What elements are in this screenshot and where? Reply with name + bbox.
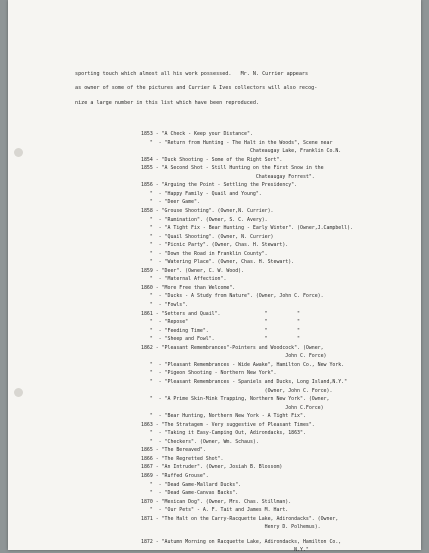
list-line: " - "Feeding Time". " " — [141, 327, 300, 334]
list-line: " - "Ducks - A Study from Nature". (Owner, John C. Force). — [141, 293, 324, 300]
list-line: " - "Picnic Party". (Owner, Chas. H. Stewart). — [141, 242, 289, 249]
list-line: " - "Watering Place". (Owner, Chas. H. Stewart). — [141, 259, 295, 266]
list-line: 1863 - "The Stratagem - Very suggestive of Pleasant Times". — [141, 421, 315, 428]
list-line: 1869 - "Ruffed Grouse". — [141, 473, 209, 479]
list-line: 1861 - "Setters and Quail". " " — [141, 310, 300, 317]
list-line: 1856 - "Arguing the Point - Settling the Presidency". — [141, 182, 298, 189]
list-line: " - "Quail Shooting". (Owner, N. Currier) — [141, 233, 274, 240]
list-line: " - "Taking it Easy-Camping Out, Adirondacks, 1863". — [141, 430, 306, 437]
list-line: Chateaugay Lake, Franklin Co.N. — [141, 148, 342, 155]
list-line: " - "A Prime Skin-Mink Trapping, Northern New York". (Owner, — [141, 396, 330, 403]
list-line: 1858 - "Grouse Shooting". (Owner,N. Currier). — [141, 207, 274, 214]
list-line: 1865 - "The Bereaved". — [141, 447, 206, 454]
list-line: 1855 - "A Second Shot - Still Hunting on the First Snow in the — [141, 165, 324, 172]
list-line: " - "Rumination". (Owner, S. C. Avery). — [141, 216, 268, 223]
list-line: " - "Fowls". — [141, 302, 189, 308]
punch-hole — [14, 388, 23, 397]
list-line: " - "Our Pets" - A. F. Tait and James M. Hart. — [141, 507, 289, 514]
list-line: 1862 - "Pleasant Remembrances"-Pointers and Woodcock". (Owner, — [141, 344, 324, 351]
list-line: " - "A Tight Fix - Bear Hunting - Early Winter". (Owner,J.Campbell). — [141, 225, 353, 232]
list-line: " - "Bear Hunting, Northern New York - A Tight Fix". — [141, 413, 306, 420]
list-line: " - "Checkers". (Owner, Wm. Schaus). — [141, 438, 259, 445]
list-line: " - "Pleasant Remembrances - Spaniels and Ducks, Long Island,N.Y." — [141, 378, 348, 385]
list-line: 1872 - "Autumn Morning on Racquette Lake, Adirondacks, Hamilton Co., — [141, 538, 342, 545]
list-line: 1867 - "An Intruder". (Owner, Josiah B. Blossom) — [141, 464, 283, 471]
list-line: 1859 - "Deer". (Owner, C. W. Wood). — [141, 267, 245, 274]
list-line: 1871 - "The Halt on the Carry-Racquette Lake, Adirondacks". (Owner, — [141, 515, 339, 522]
list-line: " - "Sheep and Fowl". " " — [141, 336, 300, 343]
list-line: " - "Return from Hunting - The Halt in the Woods", Scene near — [141, 139, 333, 146]
list-line: (Owner, John C. Force). — [141, 387, 333, 394]
list-line: N.Y." — [141, 547, 309, 553]
list-line: 1866 - "The Regretted Shot". — [141, 455, 224, 462]
list-line: 1853 - "A Check - Keep your Distance". — [141, 131, 253, 137]
list-line: " - "Pigeon Shooting - Northern New York". — [141, 370, 277, 377]
list-line: " - "Dead Game-Canvas Backs". — [141, 490, 239, 497]
list-line: 1854 - "Duck Shooting - Some of the Right Sort". — [141, 156, 283, 163]
list-line: " - "Deer Game". — [141, 199, 200, 206]
list-line: John C. Force) — [141, 353, 327, 360]
list-line: " - "Repose" " " — [141, 319, 300, 326]
list-line: John C.Force) — [141, 404, 324, 411]
document-page — [8, 0, 421, 553]
list-line: " - "Maternal Affection". — [141, 276, 227, 283]
list-line: " - "Down the Road in Franklin County". — [141, 250, 268, 257]
list-line: " - "Pleasant Remembrances - Wide Awake", Hamilton Co., New York. — [141, 361, 345, 368]
intro-line: sporting touch which almost all his work possessed. Mr. N. Currier appears — [75, 71, 309, 77]
list-line: 1860 - "More Free than Welcome". — [141, 284, 236, 291]
list-line: " - "Dead Game-Mallard Ducks". — [141, 481, 242, 488]
list-line: " - "Happy Family - Quail and Young". — [141, 190, 262, 197]
list-line: Henry D. Polhemus). — [141, 524, 321, 531]
intro-line: nize a large number in this list which have been reproduced. — [75, 100, 260, 106]
list-line: Chateaugay Forrest". — [141, 173, 315, 180]
list-line: 1870 - "Mexican Dog". (Owner, Mrs. Chas. Stillman). — [141, 498, 292, 505]
punch-hole — [14, 148, 23, 157]
intro-line: as owner of some of the pictures and Currier & Ives collectors will also recog- — [75, 85, 318, 91]
